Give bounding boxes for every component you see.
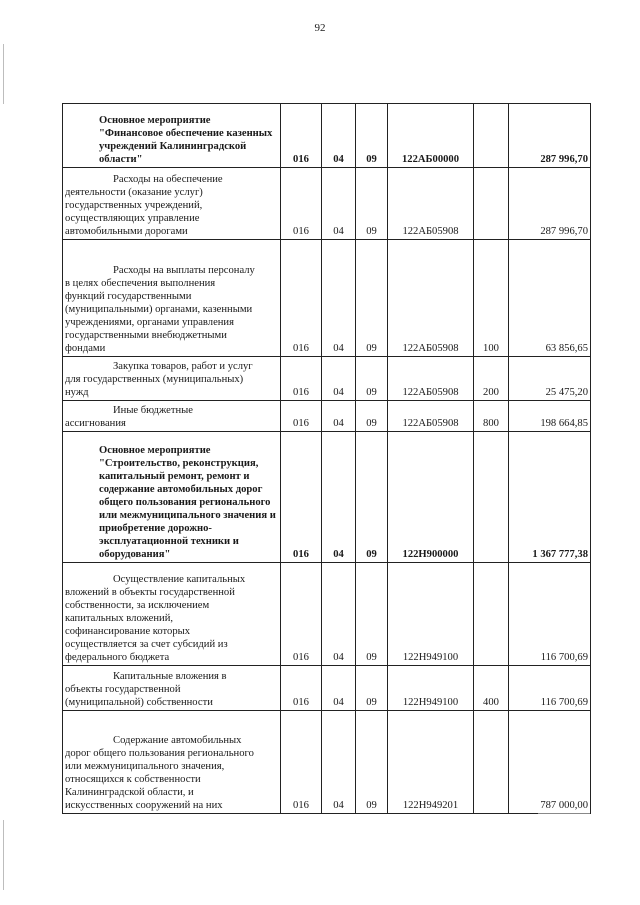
scan-edge-mark xyxy=(3,44,4,104)
target-article: 122Н949201 xyxy=(388,711,474,814)
section-code: 04 xyxy=(322,432,356,563)
ministry-code: 016 xyxy=(281,666,322,711)
ministry-code: 016 xyxy=(281,432,322,563)
table-row xyxy=(63,711,591,814)
expense-type: 400 xyxy=(474,666,509,711)
ministry-code: 016 xyxy=(281,168,322,240)
expense-type: 100 xyxy=(474,240,509,357)
amount: 287 996,70 xyxy=(509,104,591,168)
table-row xyxy=(63,168,591,240)
subsection-code: 09 xyxy=(356,563,388,666)
subsection-code: 09 xyxy=(356,666,388,711)
scan-edge-mark xyxy=(3,820,4,890)
table-row xyxy=(63,357,591,401)
target-article: 122Н949100 xyxy=(388,563,474,666)
ministry-code: 016 xyxy=(281,104,322,168)
expense-type: 200 xyxy=(474,357,509,401)
section-code: 04 xyxy=(322,168,356,240)
row-name: Закупка товаров, работ и услуг для государственных (муниципальных) нужд xyxy=(63,357,281,401)
subsection-code: 09 xyxy=(356,168,388,240)
amount: 787 000,00 xyxy=(509,711,591,814)
amount: 25 475,20 xyxy=(509,357,591,401)
target-article: 122АБ05908 xyxy=(388,168,474,240)
expense-type xyxy=(474,432,509,563)
target-article: 122АБ05908 xyxy=(388,240,474,357)
section-code: 04 xyxy=(322,357,356,401)
ministry-code: 016 xyxy=(281,711,322,814)
subsection-code: 09 xyxy=(356,432,388,563)
page-number: 92 xyxy=(314,22,326,34)
row-name: Капитальные вложения в объекты государственной (муниципальной) собственности xyxy=(63,666,281,711)
table-row xyxy=(63,432,591,563)
target-article: 122АБ00000 xyxy=(388,104,474,168)
row-name: Содержание автомобильных дорог общего пользования регионального или межмуниципального значения, относящихся к собственности Калининградской области, и искусственных сооружений на них xyxy=(63,711,281,814)
ministry-code: 016 xyxy=(281,401,322,432)
section-code: 04 xyxy=(322,401,356,432)
scan-underline-mark xyxy=(538,813,590,814)
budget-table xyxy=(62,103,591,814)
amount: 116 700,69 xyxy=(509,666,591,711)
section-code: 04 xyxy=(322,240,356,357)
amount: 63 856,65 xyxy=(509,240,591,357)
row-name: Основное мероприятие "Строительство, реконструкция, капитальный ремонт, ремонт и содержание автомобильных дорог общего пользования регионального или межмуниципального значения и приобретение дорожно- эксплуатационной техники и оборудования" xyxy=(63,432,281,563)
subsection-code: 09 xyxy=(356,357,388,401)
ministry-code: 016 xyxy=(281,563,322,666)
table-row xyxy=(63,401,591,432)
expense-type xyxy=(474,711,509,814)
row-name: Осуществление капитальных вложений в объекты государственной собственности, за исключением капитальных вложений, софинансирование которых осуществляется за счет субсидий из федерального бюджета xyxy=(63,563,281,666)
amount: 116 700,69 xyxy=(509,563,591,666)
target-article: 122Н949100 xyxy=(388,666,474,711)
table-row xyxy=(63,104,591,168)
row-name: Расходы на выплаты персоналу в целях обеспечения выполнения функций государственными (муниципальными) органами, казенными учреждениями, органами управления государственными внебюджетными фондами xyxy=(63,240,281,357)
ministry-code: 016 xyxy=(281,357,322,401)
ministry-code: 016 xyxy=(281,240,322,357)
row-name: Основное мероприятие "Финансовое обеспечение казенных учреждений Калининградской области" xyxy=(63,104,281,168)
target-article: 122Н900000 xyxy=(388,432,474,563)
subsection-code: 09 xyxy=(356,240,388,357)
subsection-code: 09 xyxy=(356,401,388,432)
table-row xyxy=(63,563,591,666)
subsection-code: 09 xyxy=(356,711,388,814)
amount: 198 664,85 xyxy=(509,401,591,432)
row-name: Иные бюджетные ассигнования xyxy=(63,401,281,432)
amount: 287 996,70 xyxy=(509,168,591,240)
table-row xyxy=(63,240,591,357)
section-code: 04 xyxy=(322,563,356,666)
expense-type xyxy=(474,168,509,240)
section-code: 04 xyxy=(322,104,356,168)
amount: 1 367 777,38 xyxy=(509,432,591,563)
expense-type xyxy=(474,563,509,666)
table-row xyxy=(63,666,591,711)
subsection-code: 09 xyxy=(356,104,388,168)
section-code: 04 xyxy=(322,711,356,814)
target-article: 122АБ05908 xyxy=(388,401,474,432)
expense-type: 800 xyxy=(474,401,509,432)
expense-type xyxy=(474,104,509,168)
row-name: Расходы на обеспечение деятельности (оказание услуг) государственных учреждений, осуществляющих управление автомобильными дорогами xyxy=(63,168,281,240)
target-article: 122АБ05908 xyxy=(388,357,474,401)
section-code: 04 xyxy=(322,666,356,711)
